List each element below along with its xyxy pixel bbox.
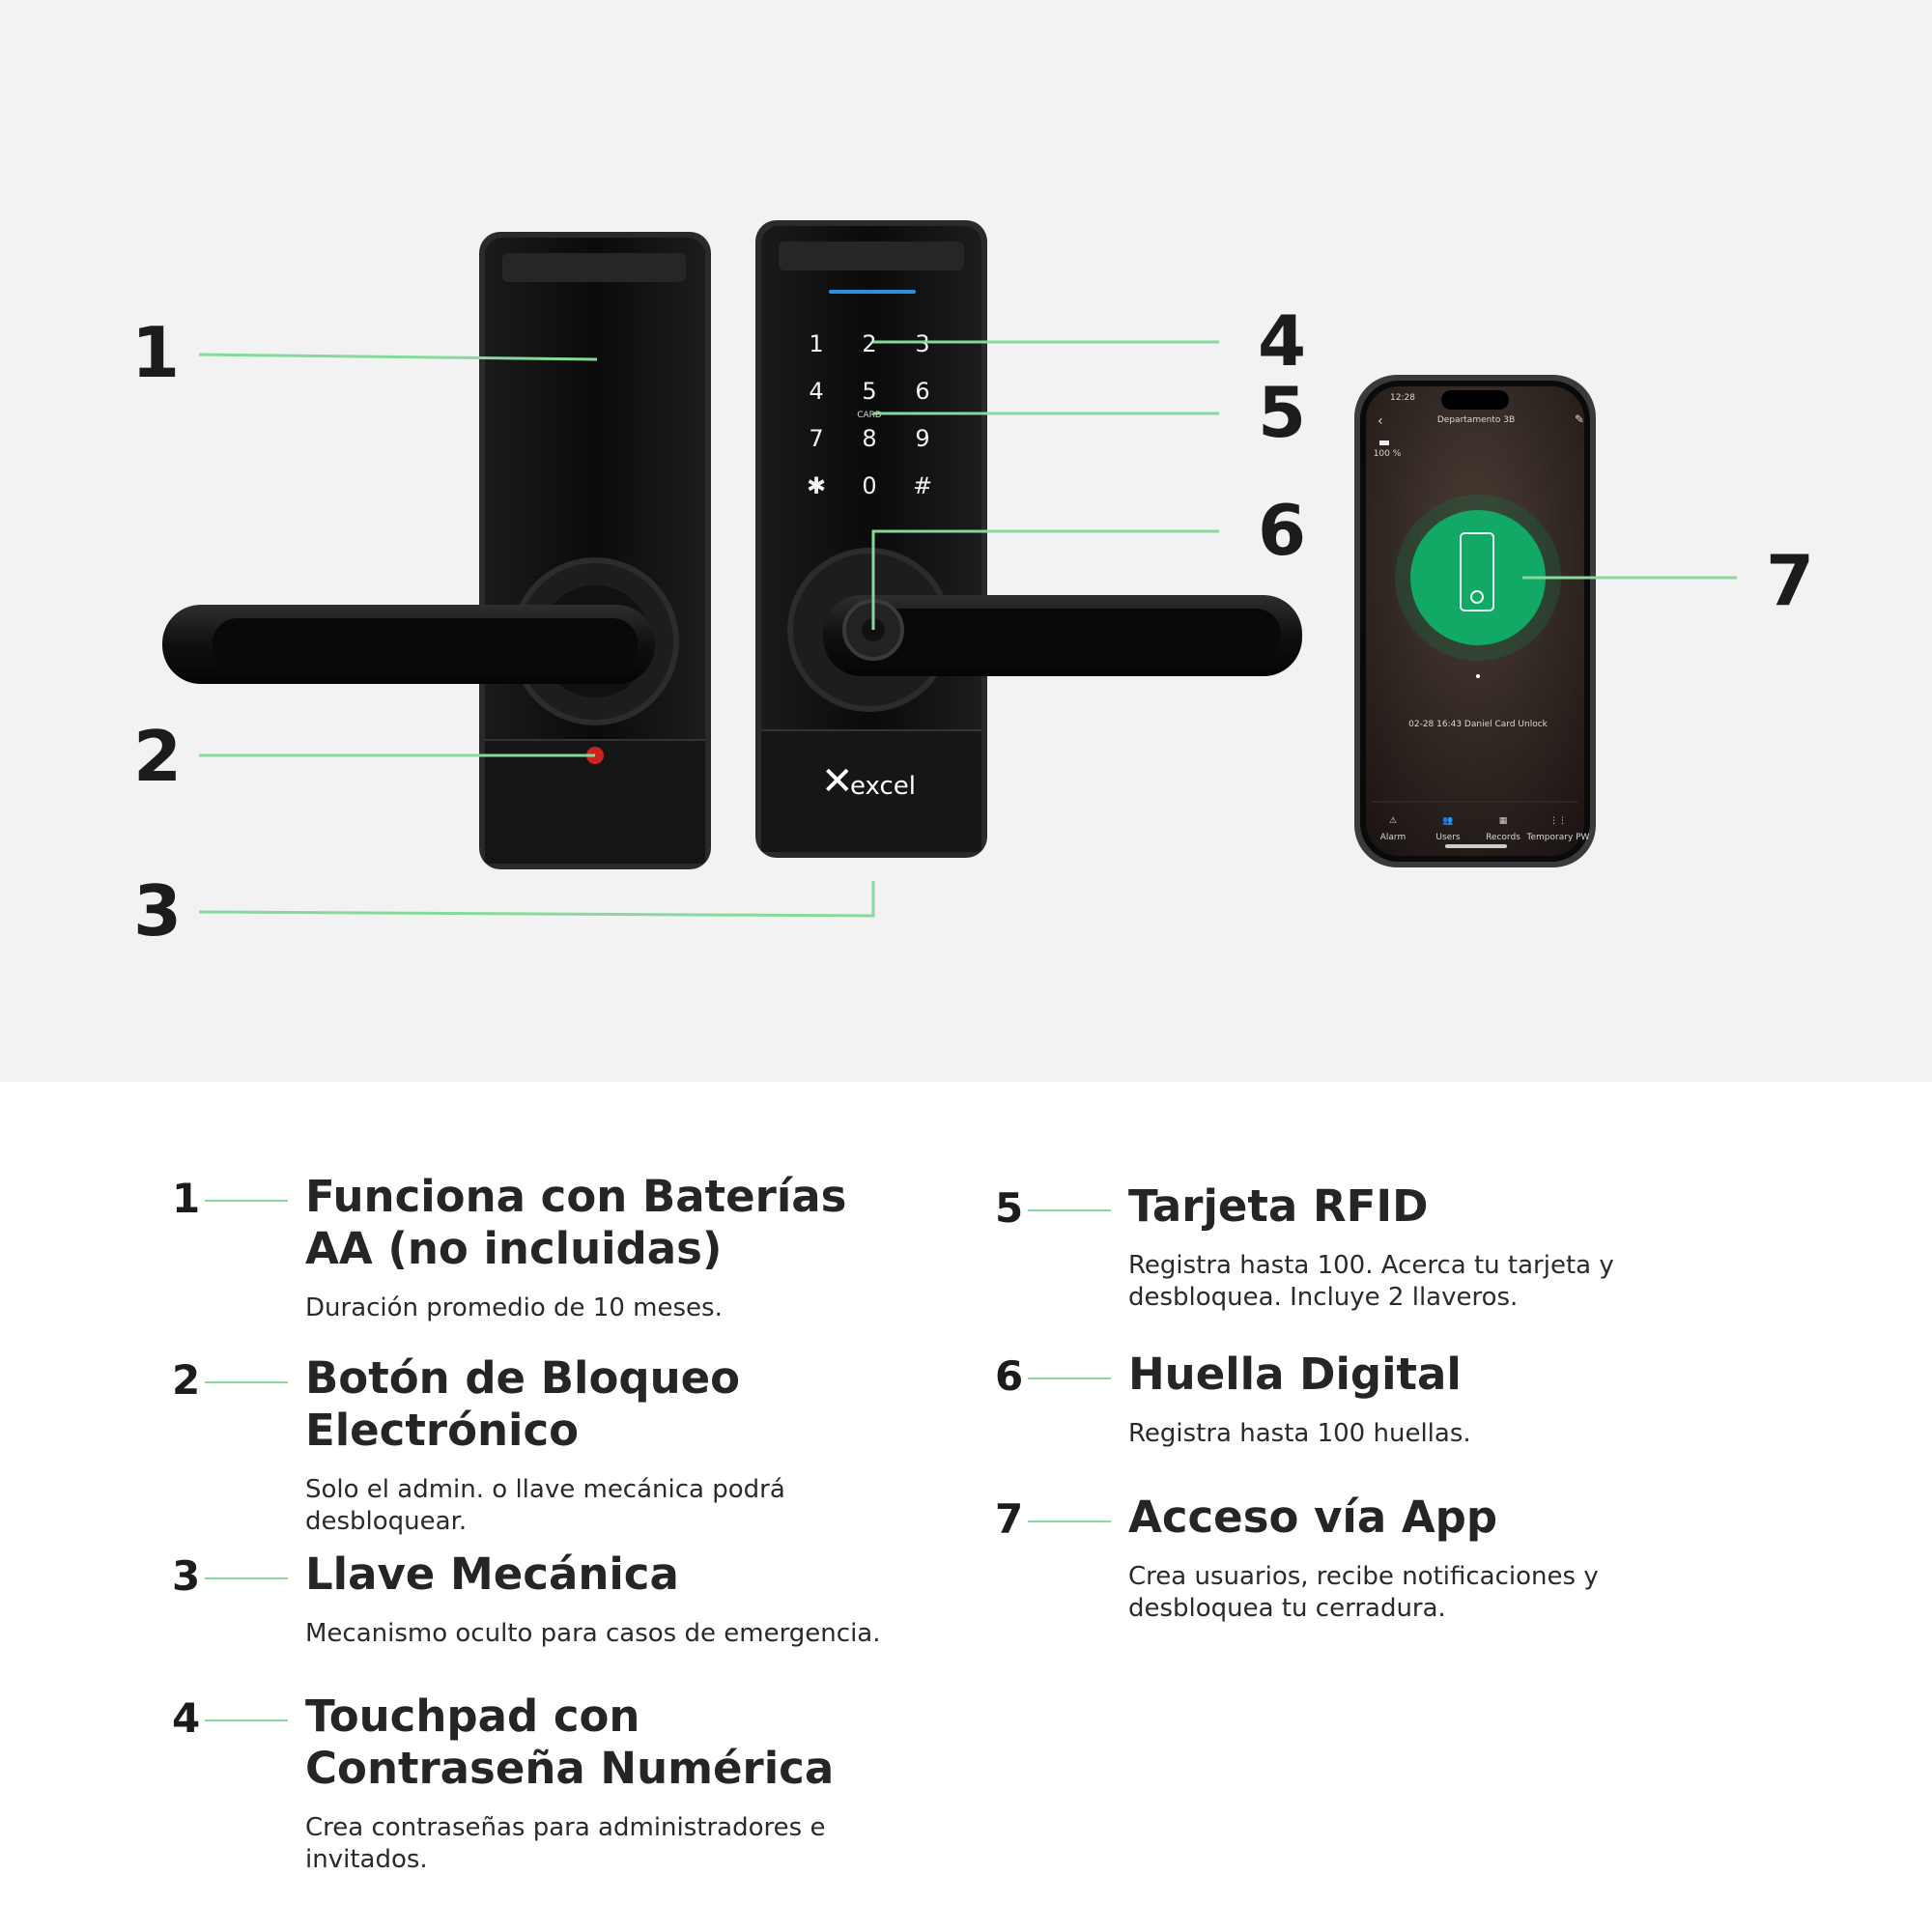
- keypad-key[interactable]: 6: [915, 378, 930, 405]
- feature-title: Touchpad con Contraseña Numérica: [305, 1690, 835, 1794]
- feature-1: [172, 1171, 925, 1324]
- feature-connector: [205, 1200, 288, 1202]
- feature-description: Duración promedio de 10 meses.: [305, 1293, 723, 1322]
- keypad-key[interactable]: 3: [915, 330, 930, 357]
- tab-temporary-pw[interactable]: Temporary PW: [1526, 833, 1590, 842]
- feature-title: Botón de Bloqueo Electrónico: [305, 1352, 741, 1456]
- feature-connector: [1028, 1520, 1111, 1522]
- feature-connector: [1028, 1378, 1111, 1379]
- tab-icon: ⚠: [1388, 816, 1398, 826]
- feature-title: Llave Mecánica: [305, 1548, 679, 1600]
- interior-lock-body: [162, 232, 711, 869]
- feature-number: 5: [995, 1184, 1024, 1232]
- feature-number: 1: [172, 1175, 201, 1222]
- feature-number: 7: [995, 1495, 1024, 1543]
- feature-2: [172, 1352, 925, 1538]
- feature-connector: [205, 1381, 288, 1383]
- callout-number-1: 1: [131, 312, 181, 393]
- feature-title: Tarjeta RFID: [1128, 1180, 1429, 1232]
- tab-icon: ▦: [1498, 816, 1508, 826]
- feature-description: Registra hasta 100. Acerca tu tarjeta y desbloquea. Incluye 2 llaveros.: [1128, 1251, 1614, 1312]
- feature-description: Crea usuarios, recibe notificaciones y desbloquea tu cerradura.: [1128, 1562, 1599, 1623]
- feature-7: [995, 1492, 1748, 1625]
- tab-alarm[interactable]: Alarm: [1379, 833, 1406, 842]
- status-led: [829, 290, 916, 294]
- phone: [1354, 375, 1596, 867]
- keypad-key[interactable]: 2: [862, 330, 877, 357]
- feature-connector: [1028, 1209, 1111, 1211]
- feature-6: [995, 1349, 1748, 1450]
- feature-number: 6: [995, 1352, 1024, 1400]
- battery-level: 100 %: [1373, 449, 1402, 459]
- phone-time: 12:28: [1390, 393, 1415, 403]
- keypad-key[interactable]: #: [912, 472, 933, 499]
- exterior-lock-body: [755, 220, 1302, 858]
- tab-records[interactable]: Records: [1486, 833, 1520, 842]
- phone-log: 02-28 16:43 Daniel Card Unlock: [1408, 720, 1548, 729]
- callout-number-5: 5: [1258, 372, 1307, 453]
- feature-description: Solo el admin. o llave mecánica podrá desbloquear.: [305, 1475, 785, 1536]
- keypad-key[interactable]: 9: [915, 425, 930, 452]
- card-label: CARD: [857, 411, 882, 420]
- callout-number-2: 2: [133, 716, 183, 797]
- tab-users[interactable]: Users: [1435, 833, 1461, 842]
- feature-4: [172, 1690, 925, 1876]
- callout-number-3: 3: [133, 870, 183, 952]
- feature-number: 4: [172, 1694, 201, 1742]
- feature-connector: [205, 1577, 288, 1579]
- feature-description: Registra hasta 100 huellas.: [1128, 1419, 1471, 1448]
- keypad-key[interactable]: 7: [809, 425, 824, 452]
- keypad-key[interactable]: 0: [862, 472, 877, 499]
- callout-number-6: 6: [1258, 490, 1307, 571]
- feature-connector: [205, 1719, 288, 1721]
- back-arrow-icon[interactable]: ‹: [1378, 413, 1383, 429]
- feature-5: [995, 1180, 1748, 1314]
- brand-text: excel: [850, 772, 916, 801]
- tab-icon: 👥: [1442, 816, 1454, 826]
- callout-number-4: 4: [1258, 300, 1307, 382]
- phone-title: Departamento 3B: [1436, 415, 1516, 425]
- svg-text:✕: ✕: [821, 759, 854, 804]
- keypad-key[interactable]: ✱: [806, 472, 827, 499]
- feature-number: 3: [172, 1552, 201, 1600]
- keypad-key[interactable]: 4: [809, 378, 824, 405]
- tab-icon: ⋮⋮: [1549, 816, 1567, 826]
- feature-description: Crea contraseñas para administradores e invitados.: [305, 1813, 826, 1874]
- feature-3: [172, 1548, 925, 1650]
- feature-title: Acceso vía App: [1128, 1492, 1498, 1543]
- keypad-key[interactable]: 1: [809, 330, 824, 357]
- keypad-key[interactable]: 8: [862, 425, 877, 452]
- edit-icon[interactable]: ✎: [1575, 412, 1585, 426]
- phone-notch: [1441, 390, 1509, 410]
- callout-number-7: 7: [1766, 540, 1815, 621]
- feature-description: Mecanismo oculto para casos de emergencia.: [305, 1619, 881, 1648]
- keypad-key[interactable]: 5: [862, 378, 877, 405]
- feature-number: 2: [172, 1356, 201, 1404]
- feature-title: Funciona con Baterías AA (no incluidas): [305, 1171, 847, 1274]
- battery-icon: [1379, 440, 1389, 445]
- feature-title: Huella Digital: [1128, 1349, 1462, 1400]
